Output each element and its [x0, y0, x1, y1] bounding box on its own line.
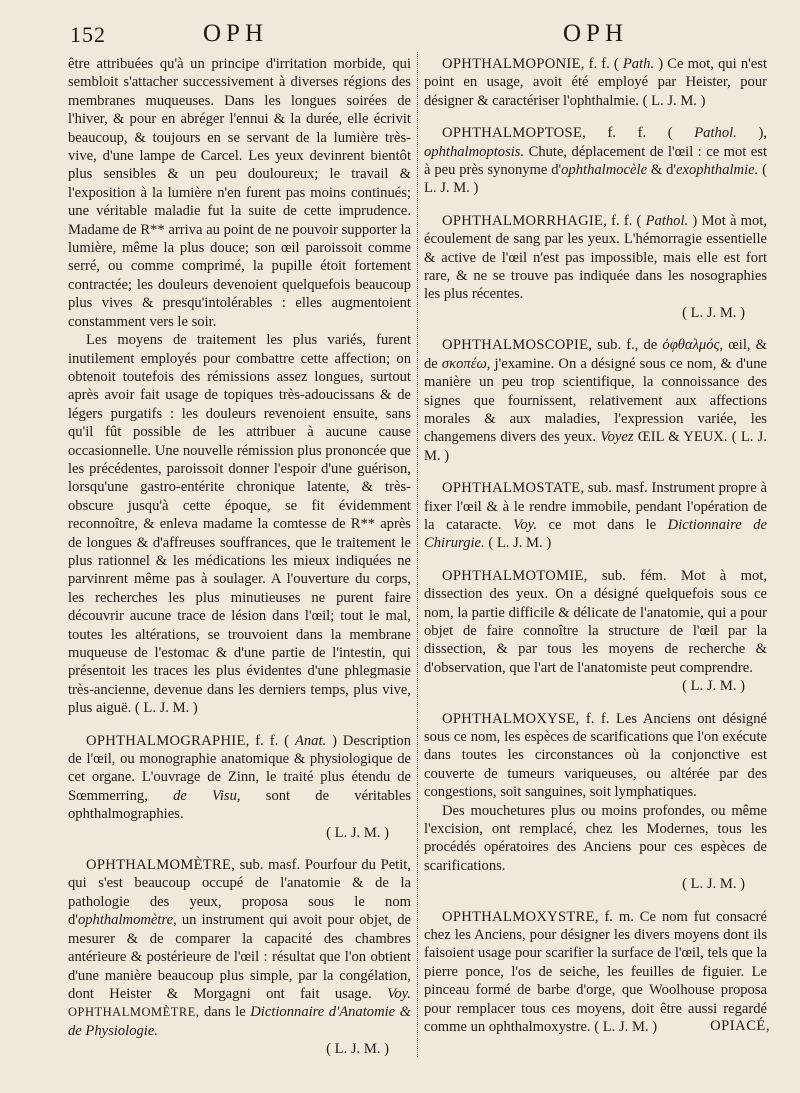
continuation-paragraph-1: être attribuées qu'à un principe d'irritation morbide, qui sembloit s'attacher successivement à diverses régions des membranes muqueuses. Dans les longues soirées de l'hiver, & pour en abréger l'ennui & la durée, elle écrivit beaucoup, & toujours en se servant de la lumière très-vive, d'une lampe de Carcel. Les yeux devinrent bientôt plus sensibles & un peu douloureux; le travail & l'exposition à la lumière n'en furent pas moins continués; une véritable maladie fut la suite de cette imprudence. Madame de R** arriva au point de ne pouvoir supporter la lumière, même la plus douce; son œil paroissoit comme serré, ou comme comprimé, la pupille étoit fortement contractée; les douleurs devenoient quelquefois beaucoup plus vives & presqu'intolérables : elles augmentoient constamment vers le soir.: [68, 56, 411, 330]
entry-signature: ( L. J. M. ): [424, 162, 767, 197]
headword: OPHTHALMOSCOPIE: [442, 337, 589, 354]
entry-ophthalmostate: OPHTHALMOSTATE, sub. masf. Instrument propre à fixer l'œil & à le rendre immobile, pendant l'opération de la cataracte. Voy. ce mot dans le Dictionnaire de Chirurgie. ( L. J. M. ): [424, 480, 768, 552]
headword: OPHTHALMOPTOSE: [442, 125, 583, 142]
entry-ophthalmometre: OPHTHALMOMÈTRE, sub. masf. Pourfour du Petit, qui s'est beaucoup occupé de l'anatomie & de la pathologie des yeux, proposa sous le nom d'ophthalmomètre, un instrument qui avoit pour objet, de mesurer & de comparer la capacité des chambres antérieure & postérieure de l'œil : résultat que l'on obtient d'une manière beaucoup plus simple, par la congélation, dont Heister & Morgagni ont fait usage. Voy. OPHTHALMOMÈTRE, dans le Dictionnaire d'Anatomie & de Physiologie. ( L. J. M. ): [68, 857, 411, 1058]
entry-ophthalmotomie: OPHTHALMOTOMIE, sub. fém. Mot à mot, dissection des yeux. On a désigné quelquefois sous ce nom, la partie difficile & délicate de l'anatomie, qui a pour objet de faire connoître la structure de l'œil par la dissection, & par tous les moyens de recherche & d'observation, que l'art de l'anatomiste peut comprendre. ( L. J. M. ): [424, 567, 767, 695]
cross-reference: OPHTHALMOMÈTRE,: [68, 1005, 200, 1020]
page-number: 152: [70, 22, 106, 47]
entry-ophthalmoxystre: OPHTHALMOXYSTRE, f. m. Ce nom fut consacré chez les Anciens, pour désigner les divers moyens dont ils faisoient usage pour scarifier la surface de l'œil, tels que la pierre ponce, l'os de seiche, les feuilles de figuier. Le pinceau formé de barbe d'orge, que Woolhouse proposa pour remplacer tous ces moyens, doit être aussi regardé comme un ophthalmoxystre. ( L. J. M. ): [424, 908, 767, 1036]
entry-ophthalmographie: OPHTHALMOGRAPHIE, f. f. ( Anat. ) Description de l'œil, ou monographie anatomique & physiologique de cet organe. L'ouvrage de Zinn, le traité plus étendu de Sœmmerring, de Visu, sont de véritables ophthalmographies. ( L. J. M. ): [68, 732, 411, 841]
column-divider: [417, 52, 418, 1057]
right-column-heading: OPH: [563, 20, 629, 47]
entry-ophthalmorrhagie: OPHTHALMORRHAGIE, f. f. ( Pathol. ) Mot à mot, écoulement de sang par les yeux. L'hémorragie essentielle & active de l'œil n'est pas impossible, mais elle est fort rare, & ne se trouve pas indiquée dans les nosographies les plus récentes. ( L. J. M. ): [424, 212, 767, 321]
entry-ophthalmoponie: OPHTHALMOPONIE, f. f. ( Path. ) Ce mot, qui n'est point en usage, avoit été employé par Heister, pour désigner & caractériser l'ophthalmie. ( L. J. M. ): [424, 56, 767, 109]
entry-ophthalmoscopie: OPHTHALMOSCOPIE, sub. f., de ὀφθαλμός, œil, & de σκοπέω, j'examine. On a désigné sous ce nom, & d'une manière un peu trop scientifique, la connoissance des signes que fournissent, relativement aux affections morales & aux maladies, l'expression variée, les changemens divers des yeux. Voyez ŒIL & YEUX. ( L. J. M. ): [424, 337, 768, 464]
headword: OPHTHALMOSTATE: [442, 480, 581, 497]
headword: OPHTHALMOXYSTRE: [442, 908, 595, 925]
headword: OPHTHALMOTOMIE: [442, 567, 584, 584]
entry-signature: ( L. J. M. ): [642, 92, 706, 109]
entry-signature: ( L. J. M. ): [134, 700, 198, 717]
headword: OPHTHALMOGRAPHIE: [86, 732, 246, 749]
right-column: [424, 55, 767, 1037]
greek-word: ὀφθαλμός: [662, 337, 720, 354]
entry-ophthalmoxyse: OPHTHALMOXYSE, f. f. Les Anciens ont désigné sous ce nom, les espèces de scarifications que l'on exécute dans toutes les circonstances où la conjonctive est couverte de tumeurs variqueuses, ou altérée par des congestions, soit sanguines, soit lymphatiques. Des mouchetures plus ou moins profondes, ou même l'excision, ont remplacé, chez les Modernes, tous les procédés opératoires des Anciens pour ces espèces de scarifications. ( L. J. M. ): [424, 710, 767, 893]
headword: OPHTHALMOPONIE: [442, 56, 581, 72]
entry-signature: ( L. J. M. ): [326, 824, 389, 841]
left-column-heading: OPH: [203, 20, 269, 47]
headword: OPHTHALMORRHAGIE: [442, 212, 604, 229]
left-column: [68, 55, 411, 1059]
entry-paragraph-2: Des mouchetures plus ou moins profondes, ou même l'excision, ont remplacé, chez les Modernes, tous les procédés opératoires des Anciens pour ces espèces de scarifications.: [424, 802, 767, 874]
continuation-entry: [68, 55, 411, 718]
greek-word: σκοπέω: [441, 355, 487, 372]
entry-signature: ( L. J. M. ): [488, 535, 552, 552]
entry-signature: ( L. J. M. ): [682, 876, 745, 893]
headword: OPHTHALMOXYSE: [442, 710, 576, 727]
entry-signature: ( L. J. M. ): [682, 304, 745, 321]
running-header: [0, 18, 800, 52]
entry-ophthalmoptose: OPHTHALMOPTOSE, f. f. ( Pathol. ), ophthalmoptosis. Chute, déplacement de l'œil : ce mot est à peu près synonyme d'ophthalmocèle & d'exophthalmie. ( L. J. M. ): [424, 125, 767, 197]
headword: OPHTHALMOMÈTRE: [86, 857, 232, 874]
catchword: OPIACÉ,: [710, 1018, 770, 1034]
entry-signature: ( L. J. M. ): [594, 1019, 658, 1036]
entry-signature: ( L. J. M. ): [682, 678, 745, 695]
continuation-paragraph-2: Les moyens de traitement les plus variés, furent inutilement employés pour combattre cette affection; on obtenoit toutefois des rémissions assez longues, surtout après avoir fait usage de topiques très-adoucissans & de légers purgatifs : les douleurs revenoient ensuite, sans qu'il fût possible de les attribuer à aucune cause occasionnelle. Une nouvelle rémission plus prononcée que les précédentes, paroissoit donner l'espoir d'une guérison, lorsqu'une gastro-entérite chronique latente, & très-obscure jusqu'à cette époque, se fit évidemment reconnoître, & enleva madame la comtesse de R** après de longues & d'affreuses souffrances, que le traitement le plus rationnel & les médications les mieux indiquées ne parvinrent même pas à soulager. A l'ouverture du corps, les recherches les plus minutieuses ne purent faire découvrir aucune trace de lésion dans l'œil; tout le mal, toutes les altérations, se trouvoient dans la membrane muqueuse de l'estomac & d'une partie de l'intestin, qui présentoit les traces les plus évidentes d'une phlegmasie très-ancienne, devenue dans les derniers temps, plus vive, plus aiguë. ( L. J. M. ): [68, 332, 411, 717]
entry-signature: ( L. J. M. ): [326, 1041, 389, 1058]
entry-signature: ( L. J. M. ): [424, 429, 768, 464]
